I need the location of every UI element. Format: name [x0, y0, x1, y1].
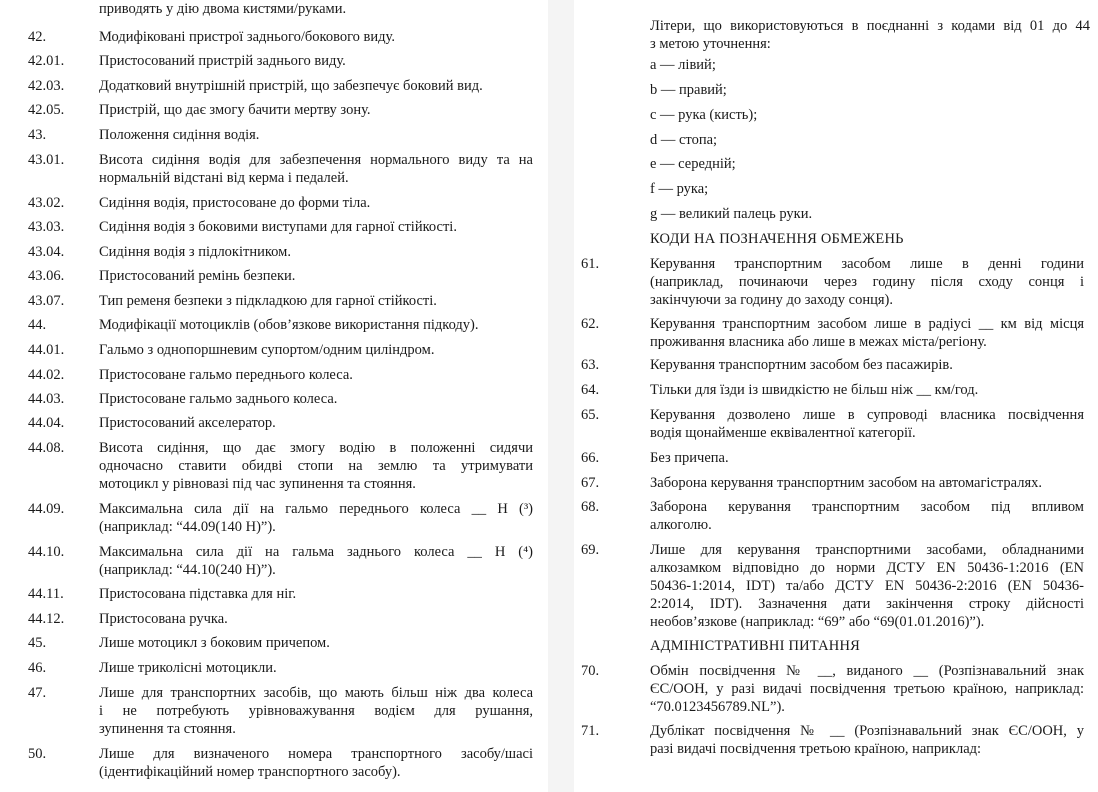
- left-code-entry-code: 46.: [28, 660, 47, 676]
- left-code-entry-text: [99, 659, 533, 677]
- letter-item-text: e — середній;: [650, 156, 736, 172]
- left-code-entry-code: 50.: [28, 746, 47, 762]
- left-code-entry-code: 43.01.: [28, 152, 65, 168]
- left-code-entry-code: 45.: [28, 635, 47, 651]
- restriction-code-entry-line: 2:2014, IDT). Зазначення дати закінчення строку дійсності: [650, 596, 1084, 612]
- left-code-entry-text: [99, 77, 533, 95]
- restriction-code-entry-line: Заборона керування транспортним засобом на автомагістралях.: [650, 475, 1042, 491]
- left-code-entry-code: 44.08.: [28, 440, 65, 456]
- left-code-entry-code: 44.10.: [28, 544, 65, 560]
- left-code-entry-code: 47.: [28, 685, 47, 701]
- letters-intro-line: Літери, що використовуються в поєднанні з кодами від 01 до 44: [650, 18, 1090, 34]
- left-code-entry-code: 44.: [28, 317, 47, 333]
- left-code-entry-code: 44.04.: [28, 415, 65, 431]
- restriction-code-entry-line: Тільки для їзди із швидкістю не більш ніж __ км/год.: [650, 382, 979, 398]
- left-code-entry-line: Гальмо з однопоршневим супортом/одним циліндром.: [99, 342, 435, 358]
- left-code-entry-code: 42.01.: [28, 53, 65, 69]
- left-code-entry-text: [99, 101, 533, 119]
- restriction-code-entry-text: [650, 449, 1084, 467]
- restriction-code-entry-line: Керування транспортним засобом лише в радіусі __ км від місця: [650, 316, 1084, 332]
- left-code-entry-line: Модифікації мотоциклів (обов’язкове використання підкоду).: [99, 317, 479, 333]
- left-code-entry-code: 43.02.: [28, 195, 65, 211]
- left-code-entry-line: мотоцикл у рівновазі під час зупинення та стояння.: [99, 476, 416, 492]
- left-code-entry-code: 43.04.: [28, 244, 65, 260]
- left-code-entry-text: [99, 500, 533, 536]
- left-code-entry-line: і не потребують урівноважування водієм для рушання,: [99, 703, 533, 719]
- page-gutter: [548, 0, 574, 792]
- left-code-entry-line: Пристосоване гальмо заднього колеса.: [99, 391, 338, 407]
- left-code-entry-line: Положення сидіння водія.: [99, 127, 260, 143]
- left-code-entry-text: [99, 414, 533, 432]
- restriction-code-entry-line: (наприклад, починаючи через годину після сходу сонця і: [650, 274, 1084, 290]
- left-code-entry-line: Лише мотоцикл з боковим причепом.: [99, 635, 330, 651]
- admin-code-entry-line: Обмін посвідчення № __, виданого __ (Розпізнавальний знак: [650, 663, 1084, 679]
- left-code-entry-line: Сидіння водія з боковими виступами для гарної стійкості.: [99, 219, 457, 235]
- left-code-entry-text: [99, 585, 533, 603]
- left-code-entry-line: Пристосована підставка для ніг.: [99, 586, 297, 602]
- left-code-entry-text: [99, 126, 533, 144]
- letter-item-text: c — рука (кисть);: [650, 107, 758, 123]
- admin-code-entry-code: 71.: [581, 723, 600, 739]
- left-code-entry-line: Пристосований акселератор.: [99, 415, 276, 431]
- left-code-entry-code: 43.07.: [28, 293, 65, 309]
- left-code-entry-line: зупинення та стояння.: [99, 721, 236, 737]
- left-code-entry-text: [99, 194, 533, 212]
- left-code-entry-text: [99, 366, 533, 384]
- restriction-code-entry-line: Керування транспортним засобом лише в денні години: [650, 256, 1084, 272]
- left-code-entry-code: 44.12.: [28, 611, 65, 627]
- left-code-entry-code: 44.02.: [28, 367, 65, 383]
- letter-item-text: a — лівий;: [650, 57, 716, 73]
- left-code-entry-text: [99, 634, 533, 652]
- left-code-entry-line: Пристосований ремінь безпеки.: [99, 268, 296, 284]
- restriction-code-entry-line: закінчуючи за годину до заходу сонця).: [650, 292, 894, 308]
- restriction-code-entry-line: Керування дозволено лише в супроводі власника посвідчення: [650, 407, 1084, 423]
- left-code-entry-code: 44.11.: [28, 586, 64, 602]
- left-code-entry-text: [99, 610, 533, 628]
- left-code-entry-line: (ідентифікаційний номер транспортного засобу).: [99, 764, 401, 780]
- left-code-entry-text: [99, 28, 533, 46]
- left-column: [0, 0, 545, 792]
- left-code-entry-code: 44.03.: [28, 391, 65, 407]
- left-code-entry-line: Лише для транспортних засобів, що мають більш ніж два колеса: [99, 685, 533, 701]
- left-code-entry-line: Модифіковані пристрої заднього/бокового виду.: [99, 29, 395, 45]
- restriction-code-entry-line: проживання власника або лише в межах міста/регіону.: [650, 334, 987, 350]
- restriction-code-entry-text: [650, 255, 1084, 309]
- restrictions-heading-text: КОДИ НА ПОЗНАЧЕННЯ ОБМЕЖЕНЬ: [650, 231, 904, 247]
- left-code-entry-line: Пристосоване гальмо переднього колеса.: [99, 367, 353, 383]
- restriction-code-entry-code: 61.: [581, 256, 600, 272]
- left-code-entry-line: (наприклад: “44.09(140 Н)”).: [99, 519, 276, 535]
- restriction-code-entry-line: Керування транспортним засобом без пасажирів.: [650, 357, 953, 373]
- left-code-entry-line: одночасно ставити обидві стопи на землю та утримувати: [99, 458, 533, 474]
- restriction-code-entry-line: алкоголю.: [650, 517, 712, 533]
- left-code-entry-code: 42.: [28, 29, 47, 45]
- left-code-entry-text: [99, 151, 533, 187]
- restriction-code-entry-line: 50436-1:2014, IDT) та/або ДСТУ EN 50436-2:2016 (EN 50436-: [650, 578, 1084, 594]
- left-code-entry-text: [99, 341, 533, 359]
- left-code-entry-text: [99, 52, 533, 70]
- left-code-entry-code: 43.03.: [28, 219, 65, 235]
- left-code-entry-line: Висота сидіння водія для забезпечення нормального виду та на: [99, 152, 533, 168]
- left-code-entry-line: Лише триколісні мотоцикли.: [99, 660, 277, 676]
- restriction-code-entry-code: 67.: [581, 475, 600, 491]
- left-code-entry-text: [99, 390, 533, 408]
- restriction-code-entry-text: [650, 381, 1084, 399]
- left-code-entry-line: Максимальна сила дії на гальмо переднього колеса __ Н (³): [99, 501, 533, 517]
- restriction-code-entry-line: Без причепа.: [650, 450, 729, 466]
- left-code-entry-text: [99, 543, 533, 579]
- left-code-entry-code: 42.03.: [28, 78, 65, 94]
- admin-code-entry-text: [650, 722, 1084, 758]
- letters-intro-line: з метою уточнення:: [650, 36, 771, 52]
- admin-code-entry-code: 70.: [581, 663, 600, 679]
- restriction-code-entry-text: [650, 498, 1084, 534]
- left-code-entry-text: [99, 243, 533, 261]
- restriction-code-entry-text: [650, 474, 1084, 492]
- admin-code-entry-line: Дублікат посвідчення № __ (Розпізнавальний знак ЄС/ООН, у: [650, 723, 1084, 739]
- left-code-entry-line: Сидіння водія з підлокітником.: [99, 244, 291, 260]
- left-code-entry-text: [99, 684, 533, 738]
- left-code-entry-line: Лише для визначеного номера транспортного засобу/шасі: [99, 746, 533, 762]
- restriction-code-entry-text: [650, 356, 1084, 374]
- left-code-entry-line: Висота сидіння, що дає змогу водію в положенні сидячи: [99, 440, 533, 456]
- left-code-entry-code: 43.06.: [28, 268, 65, 284]
- left-code-entry-line: нормальній відстані від керма і педалей.: [99, 170, 349, 186]
- left-code-entry-line: Тип ременя безпеки з підкладкою для гарної стійкості.: [99, 293, 437, 309]
- left-code-entry-text: [99, 267, 533, 285]
- restriction-code-entry-text: [650, 406, 1084, 442]
- restriction-code-entry-text: [650, 541, 1084, 631]
- left-code-entry-line: Пристрій, що дає змогу бачити мертву зону.: [99, 102, 371, 118]
- left-code-entry-code: 44.09.: [28, 501, 65, 517]
- right-column: [575, 0, 1098, 792]
- left-code-entry-text: [99, 292, 533, 310]
- left-code-entry-text: [99, 439, 533, 493]
- admin-code-entry-line: ЄС/ООН, у разі видачі посвідчення третьою країною, наприклад:: [650, 681, 1084, 697]
- left-code-entry-line: Пристосований пристрій заднього виду.: [99, 53, 346, 69]
- left-code-entry-code: 44.01.: [28, 342, 65, 358]
- left-code-entry-line: Максимальна сила дії на гальма заднього колеса __ Н (⁴): [99, 544, 533, 560]
- left-code-entry-text: [99, 745, 533, 781]
- restriction-code-entry-code: 65.: [581, 407, 600, 423]
- restriction-code-entry-code: 66.: [581, 450, 600, 466]
- left-code-entry-line: Пристосована ручка.: [99, 611, 228, 627]
- admin-code-entry-line: “70.0123456789.NL”).: [650, 699, 785, 715]
- admin-code-entry-line: разі видачі посвідчення третьою країною, наприклад:: [650, 741, 982, 757]
- restriction-code-entry-line: Лише для керування транспортними засобами, обладнаними: [650, 542, 1084, 558]
- restriction-code-entry-code: 63.: [581, 357, 600, 373]
- restriction-code-entry-line: алкозамком відповідно до норми ДСТУ EN 50436-1:2016 (EN: [650, 560, 1084, 576]
- restriction-code-entry-line: необов’язкове (наприклад: “69” або “69(01.01.2016)”).: [650, 614, 985, 630]
- letter-item-text: f — рука;: [650, 181, 709, 197]
- left-code-entry-text: [99, 218, 533, 236]
- left-code-entry-line: Сидіння водія, пристосоване до форми тіла.: [99, 195, 371, 211]
- letter-item-text: g — великий палець руки.: [650, 206, 813, 222]
- restriction-code-entry-code: 69.: [581, 542, 600, 558]
- restriction-code-entry-code: 62.: [581, 316, 600, 332]
- left-code-entry-code: 43.: [28, 127, 47, 143]
- left-code-entry-line: Додатковий внутрішній пристрій, що забезпечує боковий вид.: [99, 78, 483, 94]
- left-code-entry-line: (наприклад: “44.10(240 Н)”).: [99, 562, 276, 578]
- continued-text-line: приводять у дію двома кистями/руками.: [99, 1, 347, 17]
- letter-item-text: d — стопа;: [650, 132, 718, 148]
- restriction-code-entry-text: [650, 315, 1084, 351]
- restriction-code-entry-code: 68.: [581, 499, 600, 515]
- admin-code-entry-text: [650, 662, 1084, 716]
- letter-item-text: b — правий;: [650, 82, 727, 98]
- left-code-entry-text: [99, 316, 533, 334]
- left-code-entry-code: 42.05.: [28, 102, 65, 118]
- restriction-code-entry-line: Заборона керування транспортним засобом під впливом: [650, 499, 1084, 515]
- admin-heading-text: АДМІНІСТРАТИВНІ ПИТАННЯ: [650, 638, 861, 654]
- restriction-code-entry-line: водія щонайменше еквівалентної категорії.: [650, 425, 916, 441]
- restriction-code-entry-code: 64.: [581, 382, 600, 398]
